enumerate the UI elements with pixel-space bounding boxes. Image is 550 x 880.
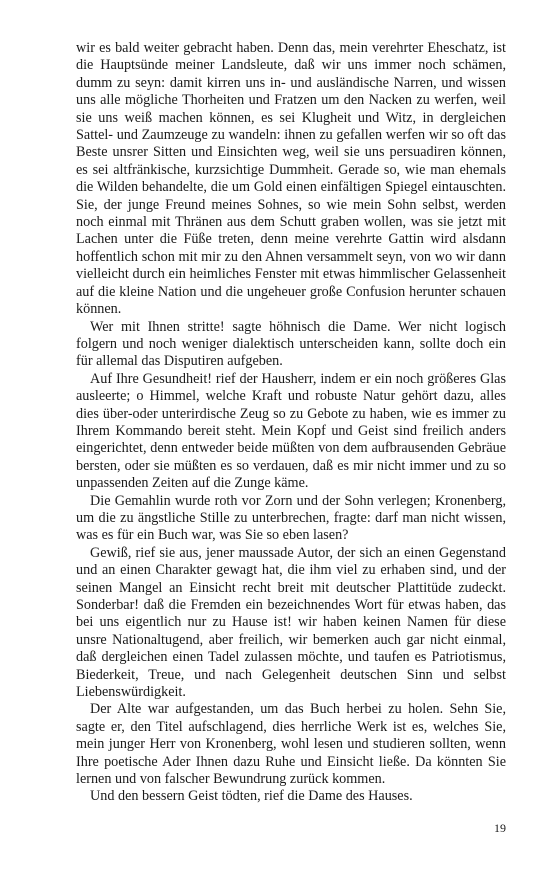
page-number: 19 [494, 821, 506, 835]
paragraph: Der Alte war aufgestanden, um das Buch herbei zu holen. Sehn Sie, sagte er, den Titel aufschlagend, dies herrliche Werk ist es, welches Sie, mein junger Herr von Kronenberg, wohl lesen und studieren sollten, wenn Ihre poetische Ader Ihnen dazu Ruhe und Einsicht ließe. Da könnten Sie lernen und von falscher Bewundrung zurück kommen. [76, 701, 506, 788]
paragraph: Die Gemahlin wurde roth vor Zorn und der Sohn verlegen; Kronenberg, um die zu ängstliche Stille zu unterbrechen, fragte: darf man nicht wissen, was es für ein Buch war, was Sie so eben lasen? [76, 492, 506, 544]
paragraph: Gewiß, rief sie aus, jener maussade Autor, der sich an einen Gegenstand und an einen Charakter gewagt hat, die ihm viel zu erhaben sind, und der seinen Mangel an Einsicht recht breit mit deutscher Plattitüde zudeckt. Sonderbar! daß die Fremden ein bezeichnendes Wort für etwas haben, das bei uns eigentlich nur zu Hause ist! wir haben keinen Namen für diese unsre Nationaltugend, aber freilich, wir bemerken auch gar nicht einmal, daß dergleichen einen Tadel zulassen möchte, und taufen es Patriotismus, Biederkeit, Treue, und nach Gelegenheit deutschen Sinn und selbst Liebenswürdigkeit. [76, 544, 506, 701]
paragraph: Auf Ihre Gesundheit! rief der Hausherr, indem er ein noch größeres Glas ausleerte; o Himmel, welche Kraft und robuste Natur gehört dazu, alles dies über-oder unterirdische Zeug so zu Gebote zu haben, wie es immer zu Ihrem Kommando bereit steht. Mein Kopf und Geist sind freilich anders eingerichtet, denn entweder beide müßten von dem aufbrausenden Gebräue bersten, oder sie müßten es so verdauen, daß es mir nicht immer und zu so unpassenden Zeiten auf die Zunge käme. [76, 370, 506, 492]
body-text [76, 40, 506, 806]
paragraph: Und den bessern Geist tödten, rief die Dame des Hauses. [90, 788, 413, 805]
paragraph: Wer mit Ihnen stritte! sagte höhnisch die Dame. Wer nicht logisch folgern und noch weniger dialektisch unterscheiden kann, sollte doch ein für allemal das Disputiren aufgeben. [76, 318, 506, 370]
paragraph: wir es bald weiter gebracht haben. Denn das, mein verehrter Eheschatz, ist die Hauptsünde meiner Landsleute, daß wir uns immer noch schämen, dumm zu seyn: damit kirren uns in- und ausländische Narren, und wissen uns alle mögliche Thorheiten und Fratzen um den Nacken zu werfen, weil sie uns weiß machen können, es sei Klugheit und Witz, in dergleichen Sattel- und Zaumzeuge zu wandeln: ihnen zu gefallen werfen wir so oft das Beste unsrer Sitten und Einsichten weg, weil sie uns persuadiren können, es sei altfränkische, kurzsichtige Dummheit. Gerade so, wie man ehemals die Wilden behandelte, die um Gold einen einfältigen Spiegel eintauschten. Sie, der junge Freund meines Sohnes, so wie mein Sohn selbst, werden noch einmal mit Thränen aus dem Schutt graben wollen, was sie jetzt mit Lachen unter die Füße treten, denn meine verehrte Gattin wird alsdann hoffentlich schon mit mir zu den Ahnen versammelt seyn, von wo wir dann vielleicht durch ein heimliches Fenster mit etwas himmlischer Gelassenheit auf die kleine Nation und die ungeheuer große Confusion herunter schauen können. [76, 40, 506, 318]
